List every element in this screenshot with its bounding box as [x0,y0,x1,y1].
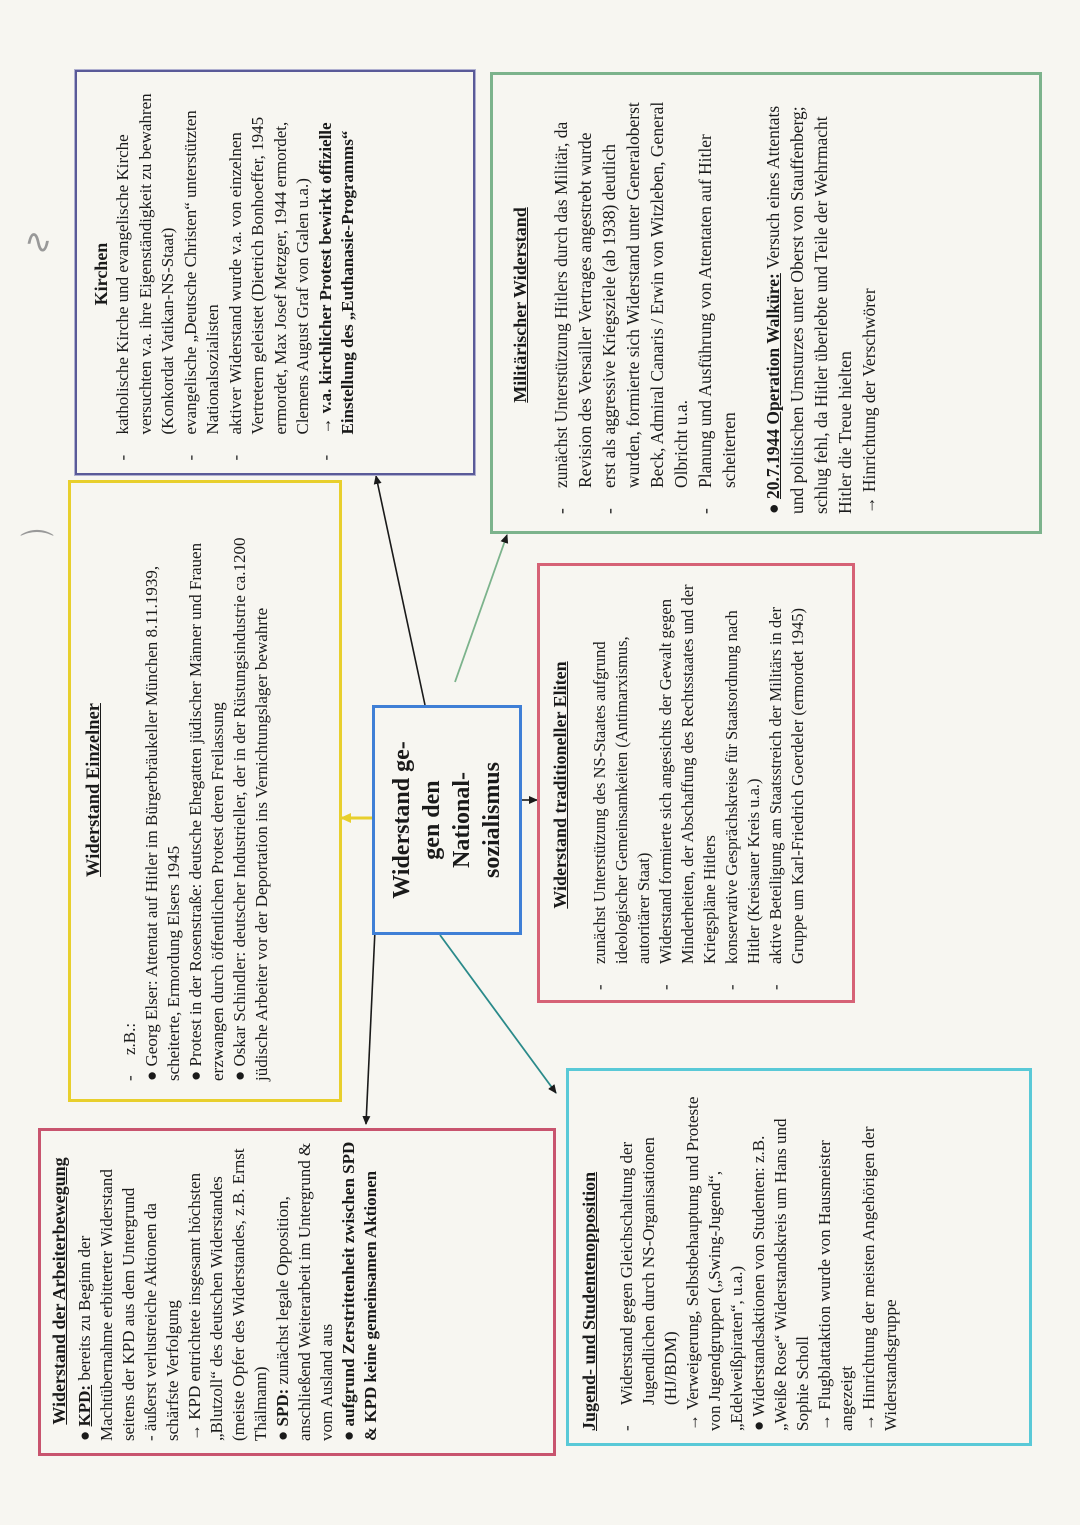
kpd-sub2: → KPD entrichtete insgesamt höchsten „Blutzoll“ des deutschen Widerstandes (meiste Opfer des Widerstandes, z.B. Ernst Thälmann) [185,1148,270,1441]
walkuere: ● 20.7.1944 Operation Walküre: Versuch eines Attentats und politischen Umsturzes unter Oberst von Stauffenberg; schlug fehl, da Hitler überlebte und Teile der Wehrmacht Hitler die Treue hielten [763,105,855,514]
central-title-line: National- [449,772,475,868]
einzelner-intro: - z.B.: [120,1022,139,1081]
militaer-item: - Planung und Ausführung von Attentaten auf Hitler scheiterten [695,134,739,514]
pen-mark: ∿ [24,224,53,261]
militaer-item: - erst als aggressive Kriegsziele (ab 1938) deutlich wurden, formierte sich Widerstand unter Generaloberst Beck, Admiral Canaris / Erwin von Witzleben, General Olbricht u.a. [599,101,691,514]
einzelner-item: ● Georg Elser: Attentat auf Hitler im Bürgerbräukeller München 8.11.1939, scheiterte, Ermordung Elsers 1945 [142,565,183,1081]
box-arbeiter [38,1128,556,1456]
arrow-to-militaer [455,535,507,682]
einzelner-item: ● Protest in der Rosenstraße: deutsche Ehegatten jüdischer Männer und Frauen erzwangen durch öffentlichen Protest deren Freilassung [186,542,227,1081]
kirchen-title: Kirchen [91,242,111,305]
arrow-to-arbeiter [366,930,375,1124]
jugend-title: Jugend- und Studentenopposition [579,1171,599,1431]
kirchen-item: - evangelische „Deutsche Christen“ unterstützten Nationalsozialisten [180,109,222,460]
arbeiter-note: ● aufgrund Zerstrittenheit zwischen SPD & KPD keine gemeinsamen Aktionen [339,1141,380,1441]
kpd-sub1: - äußerst verlustreiche Aktionen da schärfste Verfolgung [141,1203,182,1441]
box-eliten [537,563,855,1003]
jugend-line: → Hinrichtung der meisten Angehörigen der Widerstandsgruppe [859,1126,900,1431]
eliten-item: - aktive Beteiligung am Staatsstreich der Militärs in der Gruppe um Karl-Friedrich Goerdeler (ermordet 1945) [766,607,807,990]
central-title-line: sozialismus [479,762,505,879]
kirchen-item: - katholische Kirche und evangelische Kirche versuchten v.a. ihre Eigenständigkeit zu bewahren (Konkordat Vatikan-NS-Staat) [113,92,177,460]
eliten-item: - Widerstand formierte sich angesichts der Gewalt gegen Minderheiten, der Abschaffung des Rechtsstaates und der Kriegspläne Hitlers [656,584,719,990]
walkuere-result: → Hinrichtung der Verschwörer [859,288,879,514]
jugend-line: → Verweigerung, Selbstbehauptung und Proteste von Jugendgruppen („Swing-Jugend“, „Edelweißpiraten“, u.a.) [683,1096,746,1431]
jugend-line: ● Widerstandsaktionen von Studenten: z.B. „Weiße Rose“ Widerstandskreis um Hans und Sophie Scholl [749,1118,812,1431]
pen-mark: ⌒ [20,530,54,567]
central-title-line: gen den [419,780,445,860]
militaer-title: Militärischer Widerstand [510,207,530,403]
box-einzelner [68,480,342,1102]
arbeiter-title: Widerstand der Arbeiterbewegung [49,1157,69,1425]
eliten-title: Widerstand traditioneller Eliten [550,661,570,909]
central-node [372,705,522,935]
jugend-item: - Widerstand gegen Gleichschaltung der Jugendlichen durch NS-Organisationen (HJ/BDM) [617,1137,680,1431]
arrow-to-kirchen [376,476,425,705]
eliten-item: - konservative Gesprächskreise für Staatsordnung nach Hitler (Kreisauer Kreis u.a.) [722,610,763,990]
central-title-line: Widerstand ge- [389,741,415,899]
kirchen-item: - → v.a. kirchlicher Protest bewirkt offizielle Einstellung des „Euthanasie-Programms“ [315,121,357,460]
box-militaer [490,72,1042,534]
jugend-line: → Flugblattaktion wurde von Hausmeister angezeigt [815,1140,856,1431]
spd-paragraph: ● SPD: zunächst legale Opposition, anschließend Weiterarbeit im Untergrund & vom Ausland aus [273,1142,336,1441]
kpd-paragraph: ● KPD: bereits zu Beginn der Machtübernahme erbitterter Widerstand seitens der KPD aus dem Untergrund [75,1169,138,1441]
box-kirchen [75,70,475,475]
kirchen-item: - aktiver Widerstand wurde v.a. von einzelnen Vertretern geleistet (Dietrich Bonhoeffer, 1945 ermordet, Max Josef Metzger, 1944 ermordet, Clemens August Graf von Galen u.a.) [225,116,312,460]
eliten-item: - zunächst Unterstützung des NS-Staates aufgrund ideologischer Gemeinsamkeiten (Antimarxismus, autoritärer Staat) [590,636,653,990]
box-jugend [566,1068,1032,1446]
einzelner-title: Widerstand Einzelner [84,703,104,877]
einzelner-item: ● Oskar Schindler: deutscher Industrieller, der in der Rüstungsindustrie ca.1200 jüdische Arbeiter vor der Deportation ins Vernichtungslager bewahrte [230,537,271,1081]
militaer-item: - zunächst Unterstützung Hitlers durch das Militär, da Revision des Versailler Vertrages angestrebt wurde [551,121,595,514]
